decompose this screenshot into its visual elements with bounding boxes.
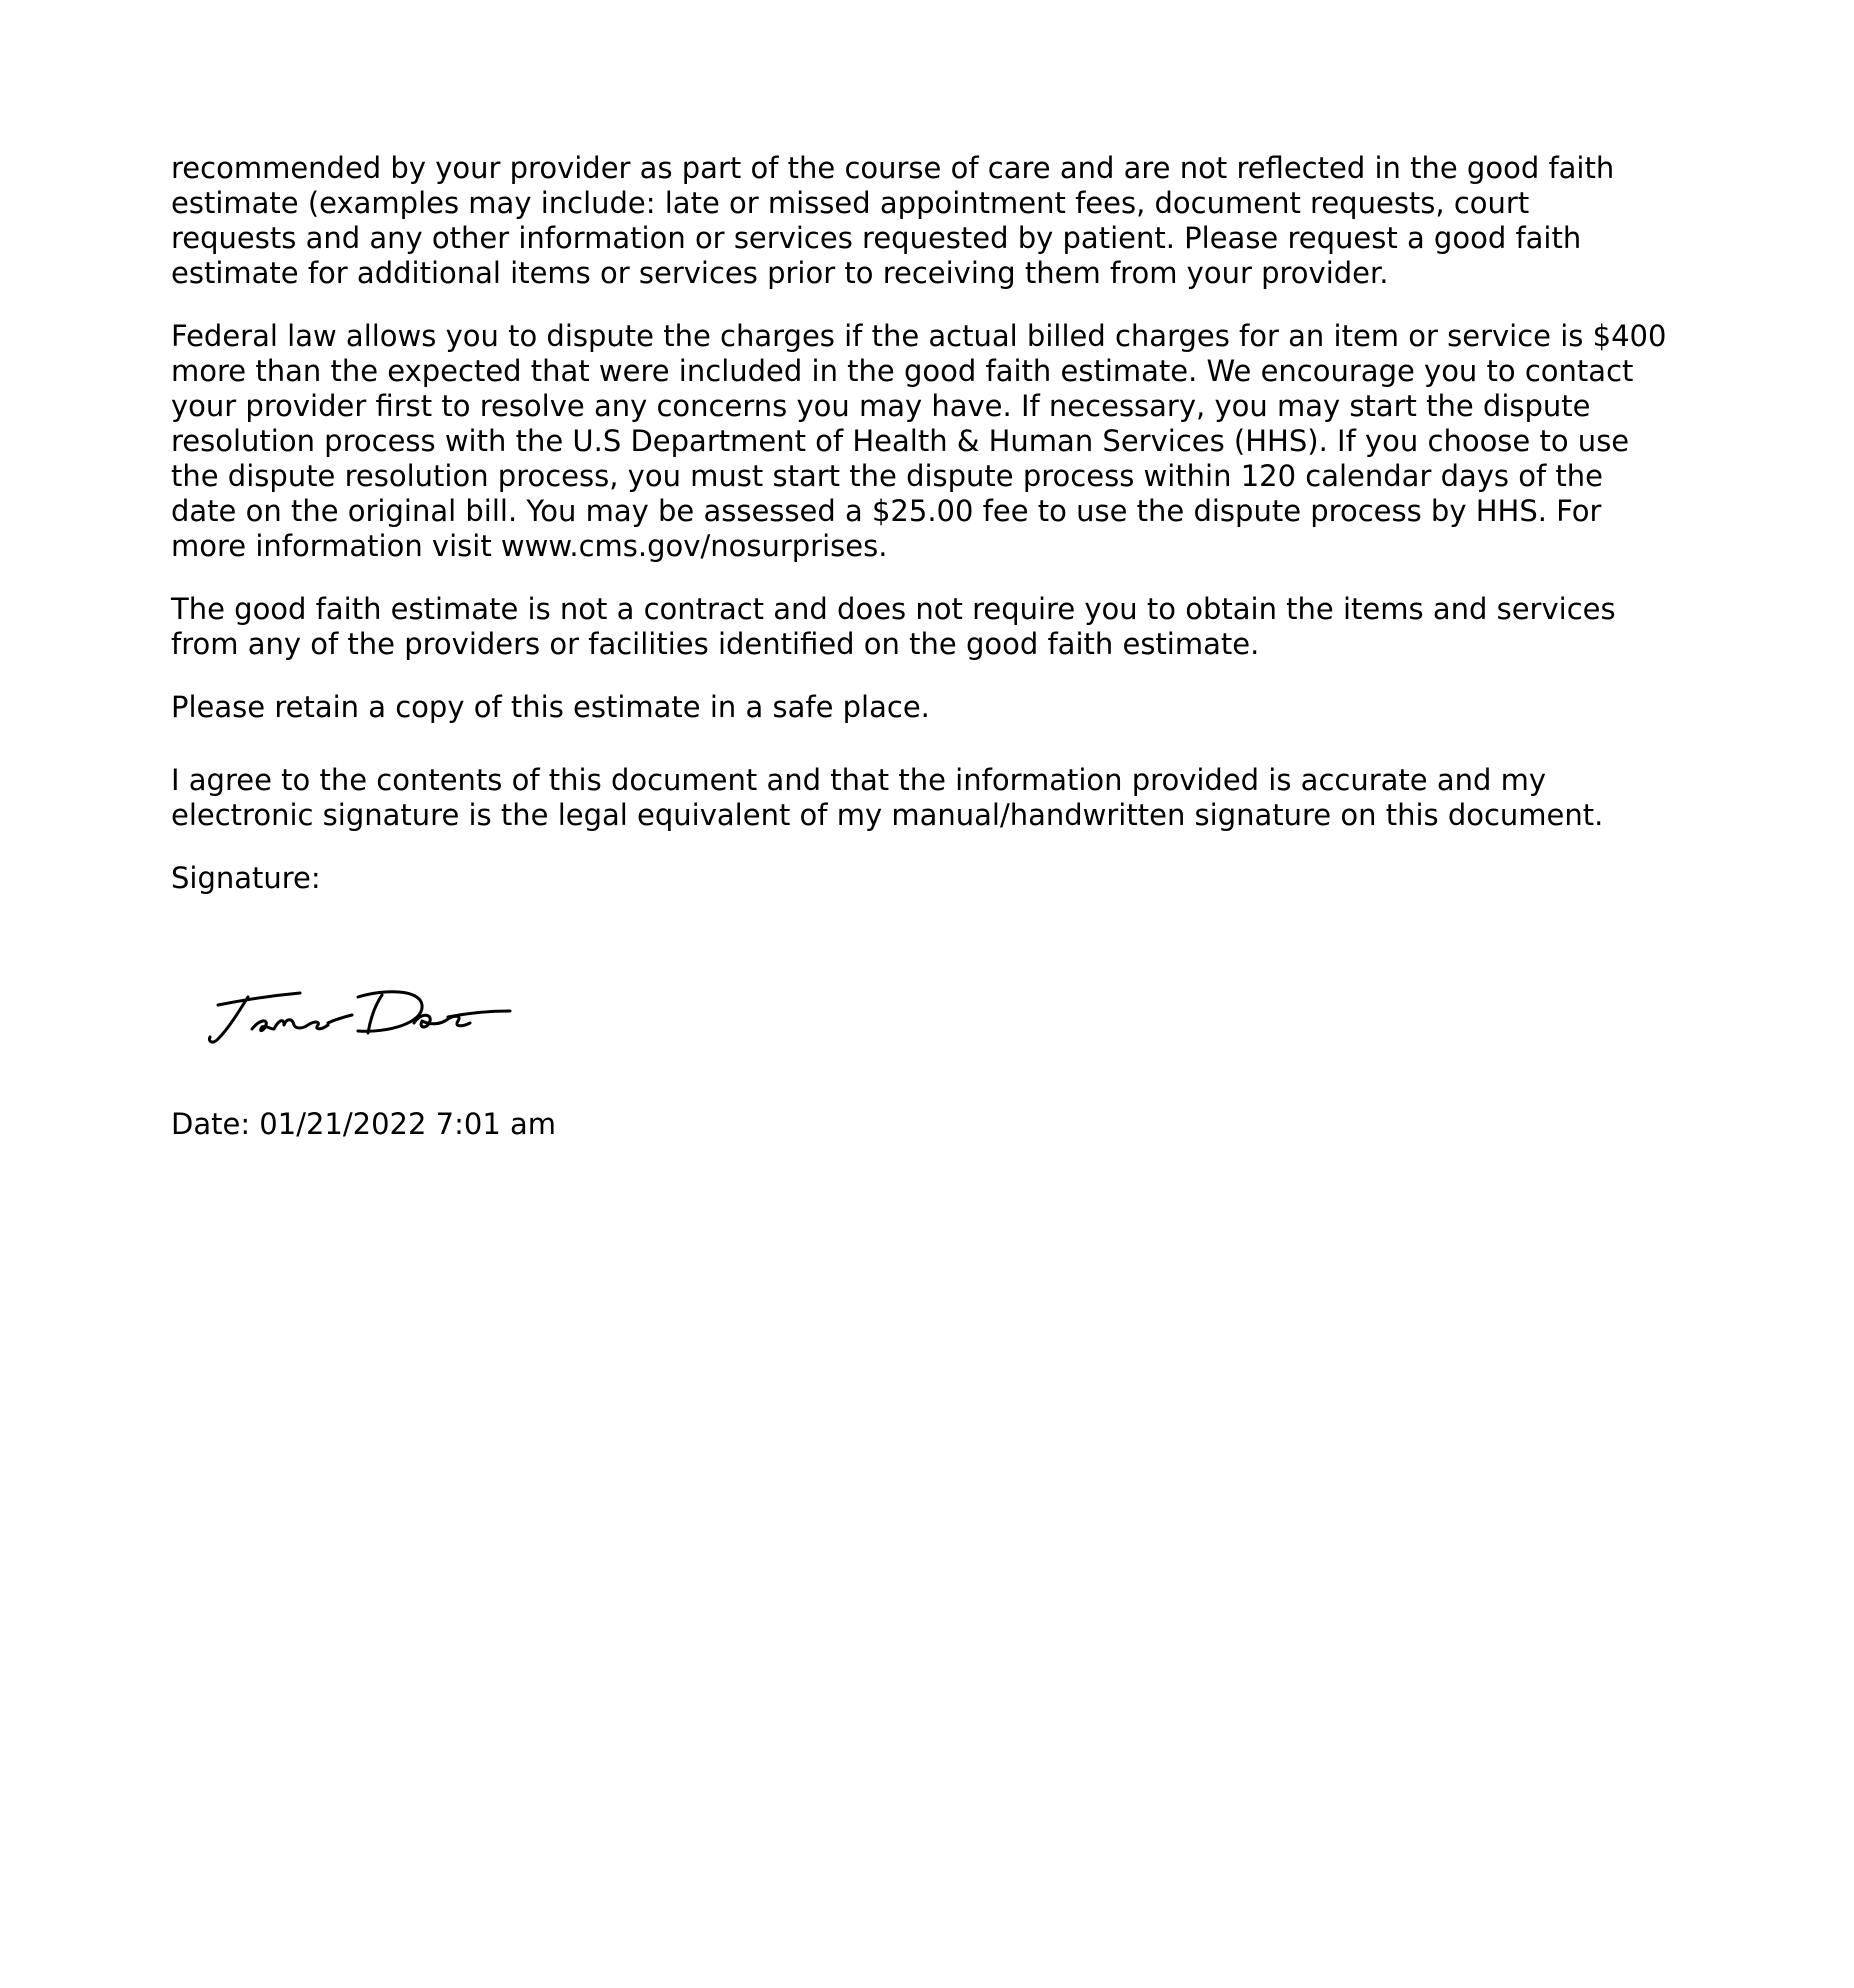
handwritten-signature <box>208 985 514 1049</box>
text-line: the dispute resolution process, you must start the dispute process within 120 calendar days of the <box>171 459 1604 493</box>
text-line: requests and any other information or services requested by patient. Please request a good faith <box>171 221 1582 255</box>
text-line: Please retain a copy of this estimate in a safe place. <box>171 690 930 724</box>
text-line: more information visit www.cms.gov/nosurprises. <box>171 529 888 563</box>
text-line: resolution process with the U.S Department of Health & Human Services (HHS). If you choose to use <box>171 424 1630 458</box>
paragraph-agreement <box>171 763 1711 833</box>
text-line: your provider first to resolve any concerns you may have. If necessary, you may start the dispute <box>171 389 1591 423</box>
text-line: I agree to the contents of this document and that the information provided is accurate and my <box>171 763 1547 797</box>
text-line: estimate for additional items or services prior to receiving them from your provider. <box>171 256 1389 290</box>
signature-date: Date: 01/21/2022 7:01 am <box>171 1107 557 1141</box>
text-line: more than the expected that were included in the good faith estimate. We encourage you to contact <box>171 354 1634 388</box>
text-line: The good faith estimate is not a contract and does not require you to obtain the items and services <box>171 592 1616 626</box>
document-body <box>171 151 1711 896</box>
text-line: recommended by your provider as part of the course of care and are not reflected in the good faith <box>171 151 1615 185</box>
paragraph-additional-items <box>171 151 1711 291</box>
paragraph-not-a-contract <box>171 592 1711 662</box>
text-line: estimate (examples may include: late or missed appointment fees, document requests, court <box>171 186 1530 220</box>
paragraph-dispute-rights <box>171 319 1711 564</box>
signature-icon <box>208 985 514 1049</box>
text-line: electronic signature is the legal equivalent of my manual/handwritten signature on this document. <box>171 798 1604 832</box>
text-line: date on the original bill. You may be assessed a $25.00 fee to use the dispute process by HHS. For <box>171 494 1602 528</box>
signature-label: Signature: <box>171 861 321 895</box>
paragraph-retain-copy <box>171 690 1711 725</box>
text-line: from any of the providers or facilities identified on the good faith estimate. <box>171 627 1260 661</box>
text-line: Federal law allows you to dispute the charges if the actual billed charges for an item or service is $400 <box>171 319 1667 353</box>
